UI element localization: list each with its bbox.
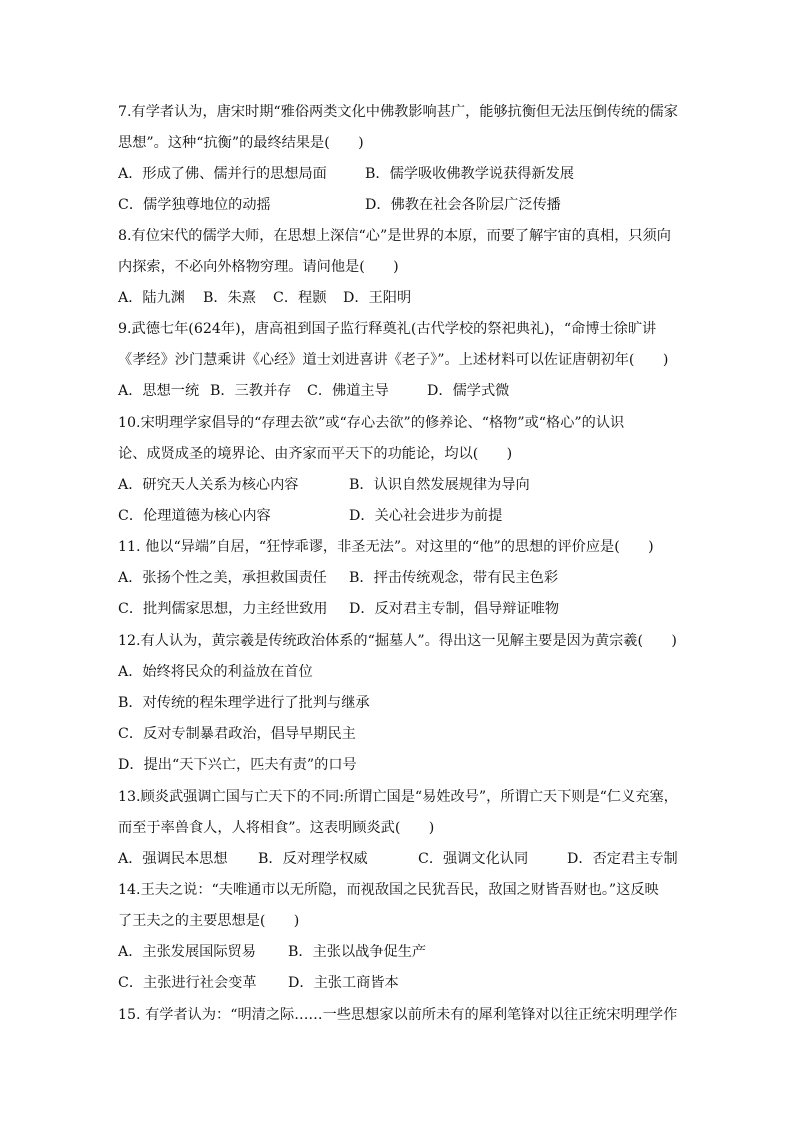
question-11-option-c: C．批判儒家思想，力主经世致用 <box>118 601 328 617</box>
question-10-option-c: C．伦理道德为核心内容 <box>118 508 271 524</box>
question-8-option-c: C．程颢 <box>273 290 327 306</box>
question-7-option-c: C．儒学独尊地位的动摇 <box>118 197 271 213</box>
question-12-option-a: A．始终将民众的利益放在首位 <box>118 664 313 680</box>
question-8-option-a: A．陆九渊 <box>118 290 185 306</box>
question-14-option-d: D．主张工商皆本 <box>288 975 399 991</box>
question-14-option-b: B．主张以战争促生产 <box>288 944 427 960</box>
question-10-stem-line-1: 10.宋明理学家倡导的“存理去欲”或“存心去欲”的修养论、“格物”或“格心”的认识 <box>118 415 625 431</box>
question-10-option-b: B．认识自然发展规律为导向 <box>349 477 530 493</box>
question-9-stem-line-2: 《孝经》沙门慧乘讲《心经》道士刘进喜讲《老子》”。上述材料可以佐证唐朝初年( ) <box>118 352 669 368</box>
question-15-stem: 15. 有学者认为：“明清之际……一些思想家以前所未有的犀利笔锋对以往正统宋明理学作 <box>118 1007 678 1023</box>
question-10-option-a: A．研究天人关系为核心内容 <box>118 477 299 493</box>
question-9-option-d: D．儒学式微 <box>427 383 510 399</box>
question-12-option-b: B．对传统的程朱理学进行了批判与继承 <box>118 695 370 711</box>
question-13-option-c: C．强调文化认同 <box>418 851 529 867</box>
question-8-stem-line-2: 内探索，不必向外格物穷理。请问他是( ) <box>118 259 399 275</box>
question-11-option-b: B．抨击传统观念，带有民主色彩 <box>349 570 559 586</box>
question-7-stem-line-2: 思想”。这种“抗衡”的最终结果是( ) <box>118 135 364 151</box>
question-8-option-b: B．朱熹 <box>203 290 256 306</box>
question-9-option-c: C．佛道主导 <box>307 383 389 399</box>
question-10-option-d: D．关心社会进步为前提 <box>349 508 503 524</box>
question-8-stem-line-1: 8.有位宋代的儒学大师，在思想上深信“心”是世界的本原，而要了解宇宙的真相，只须向 <box>118 228 671 244</box>
question-9-option-a: A．思想一统 <box>118 383 200 399</box>
question-11-stem: 11. 他以“异端”自居，“狂悖乖谬，非圣无法”。对这里的“他”的思想的评价应是( ) <box>118 539 654 555</box>
question-7-option-a: A．形成了佛、儒并行的思想局面 <box>118 166 327 182</box>
question-14-stem-line-1: 14.王夫之说：“夫唯通市以无所隐，而视敌国之民犹吾民，敌国之财皆吾财也。”这反映 <box>118 882 659 898</box>
question-13-option-a: A．强调民本思想 <box>118 851 228 867</box>
question-7-option-d: D．佛教在社会各阶层广泛传播 <box>365 197 561 213</box>
question-9-option-b: B．三教并存 <box>210 383 292 399</box>
question-12-option-d: D．提出“天下兴亡，匹夫有责”的口号 <box>118 757 357 773</box>
question-14-stem-line-2: 了王夫之的主要思想是( ) <box>118 913 300 929</box>
question-11-option-a: A．张扬个性之美，承担救国责任 <box>118 570 327 586</box>
question-7-option-b: B．儒学吸收佛教学说获得新发展 <box>365 166 575 182</box>
question-13-option-d: D．否定君主专制 <box>567 851 678 867</box>
question-13-option-b: B．反对理学权威 <box>258 851 368 867</box>
question-11-option-d: D．反对君主专制，倡导辩证唯物 <box>349 601 560 617</box>
question-14-option-a: A．主张发展国际贸易 <box>118 944 256 960</box>
question-13-stem-line-2: 而至于率兽食人，人将相食”。这表明顾炎武( ) <box>118 820 435 836</box>
question-10-stem-line-2: 论、成贤成圣的境界论、由齐家而平天下的功能论，均以( ) <box>118 446 513 462</box>
question-12-option-c: C．反对专制暴君政治，倡导早期民主 <box>118 726 356 742</box>
question-9-stem-line-1: 9.武德七年(624年)，唐高祖到国子监行释奠礼(古代学校的祭祀典礼)，“命博士徐旷讲 <box>118 321 657 337</box>
question-13-stem-line-1: 13.顾炎武强调亡国与亡天下的不同:所谓亡国是“易姓改号”，所谓亡天下则是“仁义充塞， <box>118 789 678 805</box>
question-7-stem-line-1: 7.有学者认为，唐宋时期“雅俗两类文化中佛教影响甚广，能够抗衡但无法压倒传统的儒家 <box>118 104 678 120</box>
question-14-option-c: C．主张进行社会变革 <box>118 975 257 991</box>
question-8-option-d: D．王阳明 <box>343 290 412 306</box>
question-12-stem: 12.有人认为，黄宗羲是传统政治体系的“掘墓人”。得出这一见解主要是因为黄宗羲( ) <box>118 633 677 649</box>
